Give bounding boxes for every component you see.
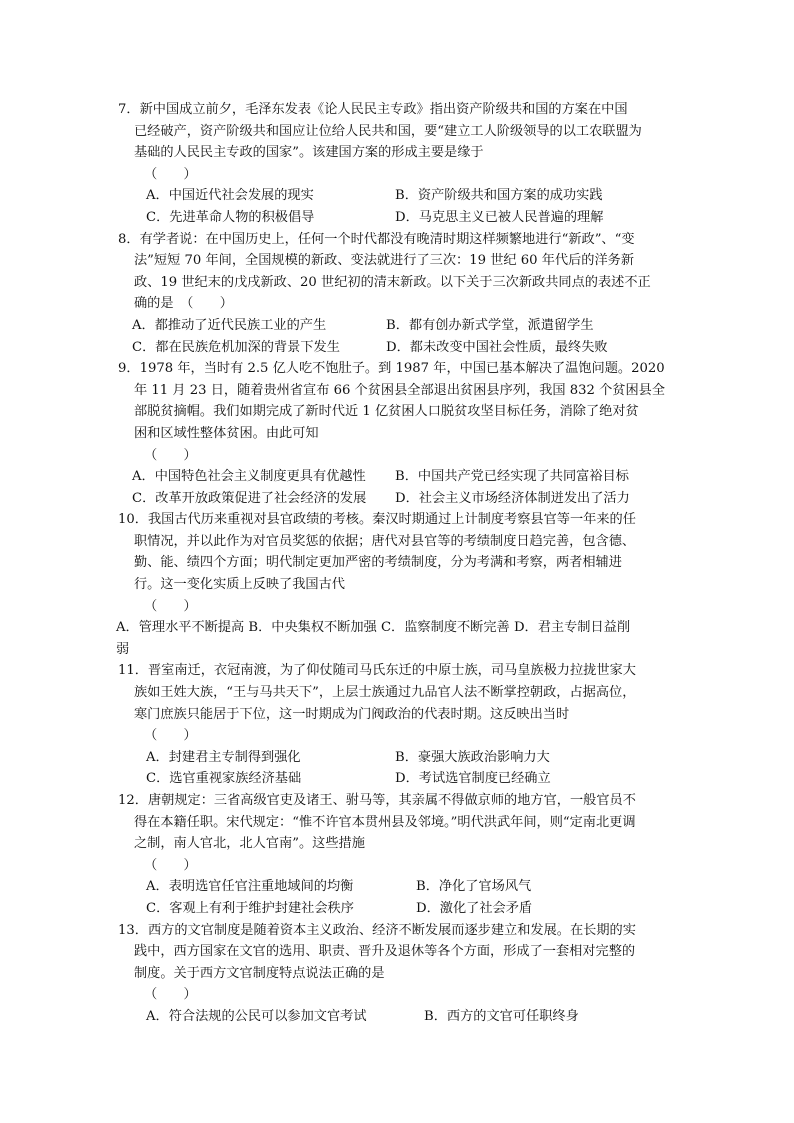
question-stem-line: 11．晋室南迁，衣冠南渡，为了仰仗随司马氏东迁的中原士族，司马皇族极力拉拢世家大: [118, 663, 636, 679]
question-list: [118, 99, 678, 1028]
option-d: D．马克思主义已被人民普遍的理解: [395, 209, 604, 225]
option-b: B．豪强大族政治影响力大: [395, 749, 550, 765]
option-d: D．激化了社会矛盾: [416, 900, 533, 916]
question-stem-line: 寒门庶族只能居于下位，这一时期成为门阀政治的代表时期。这反映出当时: [134, 706, 570, 722]
answer-blank: （ ）: [144, 857, 197, 873]
options-row: [118, 207, 678, 229]
options-row: [118, 337, 678, 359]
option-a: A．封建君主专制得到强化: [146, 749, 301, 765]
answer-blank: （ ）: [144, 447, 197, 463]
question-stem-line: 困和区域性整体贫困。由此可知: [134, 425, 319, 441]
question-11: [118, 660, 678, 790]
answer-blank: （ ）: [144, 728, 197, 744]
question-12: [118, 790, 678, 920]
question-stem-line: 10．我国古代历来重视对县官政绩的考核。秦汉时期通过上计制度考察县官等一年来的任: [118, 512, 636, 528]
option-a: A．中国特色社会主义制度更具有优越性: [132, 469, 366, 485]
question-9: [118, 358, 678, 509]
question-stem-line: 勤、能、绩四个方面；明代制定更加严密的考绩制度，分为考满和考察，两者相辅进: [134, 555, 622, 571]
question-stem-line: 12．唐朝规定：三省高级官吏及诸王、驸马等，其亲属不得做京师的地方官，一般官员不: [118, 793, 636, 808]
option-a: A．都推动了近代民族工业的产生: [132, 317, 327, 333]
question-stem-line: 族如王姓大族，“王与马共天下”，上层士族通过九品官人法不断掌控朝政，占据高位，: [134, 685, 636, 701]
question-stem-line: 职情况，并以此作为对官员奖惩的依据；唐代对县官等的考绩制度日趋完善，包含德、: [134, 533, 636, 549]
answer-blank: （ ）: [144, 166, 197, 182]
options-row: [118, 1006, 678, 1028]
option-c: C．改革开放政策促进了社会经济的发展: [132, 490, 367, 506]
option-a: A．表明选官任官注重地域间的均衡: [146, 879, 354, 895]
options-row: A．管理水平不断提高 B．中央集权不断加强 C．监察制度不断完善 D．君主专制日益削: [116, 620, 631, 636]
question-stem-line: 9．1978 年，当时有 2.5 亿人吃不饱肚子。到 1987 年，中国已基本解决了温饱问题。2020: [118, 361, 665, 377]
question-stem-line: 得在本籍任职。宋代规定：“惟不许官本贯州县及邻境。”明代洪武年间，则“定南北更调: [134, 814, 636, 830]
options-row: [118, 747, 678, 769]
question-stem-line: 行。这一变化实质上反映了我国古代: [134, 577, 345, 593]
question-stem-line: 部脱贫摘帽。我们如期完成了新时代近 1 亿贫困人口脱贫攻坚目标任务，消除了绝对贫: [134, 404, 639, 420]
answer-blank: （ ）: [144, 598, 197, 614]
options-row: [118, 768, 678, 790]
question-stem-line: 确的是 （ ）: [134, 296, 233, 312]
options-row-continued: 弱: [116, 641, 130, 657]
option-a: A．符合法规的公民可以参加文官考试: [146, 1008, 367, 1024]
option-b: B．都有创办新式学堂，派遣留学生: [386, 317, 594, 333]
question-stem-line: 政、19 世纪末的戊戌新政、20 世纪初的清末新政。以下关于三次新政共同点的表述不正: [134, 274, 651, 290]
option-b: B．资产阶级共和国方案的成功实践: [395, 188, 603, 204]
options-row: [118, 488, 678, 510]
answer-blank: （ ）: [144, 987, 197, 1003]
question-10: [118, 509, 678, 660]
option-b: B．西方的文官可任职终身: [424, 1008, 579, 1024]
options-row: [118, 876, 678, 898]
option-c: C．选官重视家族经济基础: [146, 771, 302, 787]
options-row: [118, 185, 678, 207]
question-stem-line: 年 11 月 23 日，随着贵州省宣布 66 个贫困县全部退出贫困县序列，我国 832 个贫困县全: [134, 382, 666, 398]
question-8: [118, 229, 678, 359]
question-stem-line: 践中，西方国家在文官的选用、职责、晋升及退休等各个方面，形成了一套相对完整的: [134, 944, 636, 960]
option-d: D．考试选官制度已经确立: [395, 771, 551, 787]
question-stem-line: 已经破产，资产阶级共和国应让位给人民共和国，要“建立工人阶级领导的以工农联盟为: [134, 123, 642, 139]
question-stem-line: 7．新中国成立前夕，毛泽东发表《论人民民主专政》指出资产阶级共和国的方案在中国: [118, 102, 628, 117]
question-stem-line: 之制，南人官北，北人官南”。这些措施: [134, 836, 365, 852]
options-row: [118, 898, 678, 920]
option-a: A．中国近代社会发展的现实: [146, 188, 314, 204]
question-7: [118, 99, 678, 229]
option-d: D．社会主义市场经济体制迸发出了活力: [395, 490, 630, 506]
question-stem-line: 基础的人民民主专政的国家”。该建国方案的形成主要是缘于: [134, 145, 484, 161]
option-b: B．中国共产党已经实现了共同富裕目标: [395, 469, 629, 485]
options-row: [118, 466, 678, 488]
question-13: [118, 920, 678, 1028]
options-row: [118, 315, 678, 337]
option-b: B．净化了官场风气: [416, 879, 532, 895]
question-stem-line: 8．有学者说：在中国历史上，任何一个时代都没有晚清时期这样频繁地进行“新政”、“变: [118, 231, 635, 247]
option-c: C．先进革命人物的积极倡导: [146, 209, 315, 225]
question-stem-line: 法”短短 70 年间，全国规模的新政、变法就进行了三次：19 世纪 60 年代后的洋务新: [134, 253, 635, 269]
question-stem-line: 13．西方的文官制度是随着资本主义政治、经济不断发展而逐步建立和发展。在长期的实: [118, 922, 636, 938]
option-c: C．都在民族危机加深的背景下发生: [132, 339, 340, 355]
question-stem-line: 制度。关于西方文官制度特点说法正确的是: [134, 965, 385, 981]
option-d: D．都未改变中国社会性质，最终失败: [386, 339, 608, 355]
option-c: C．客观上有利于维护封建社会秩序: [146, 900, 354, 916]
